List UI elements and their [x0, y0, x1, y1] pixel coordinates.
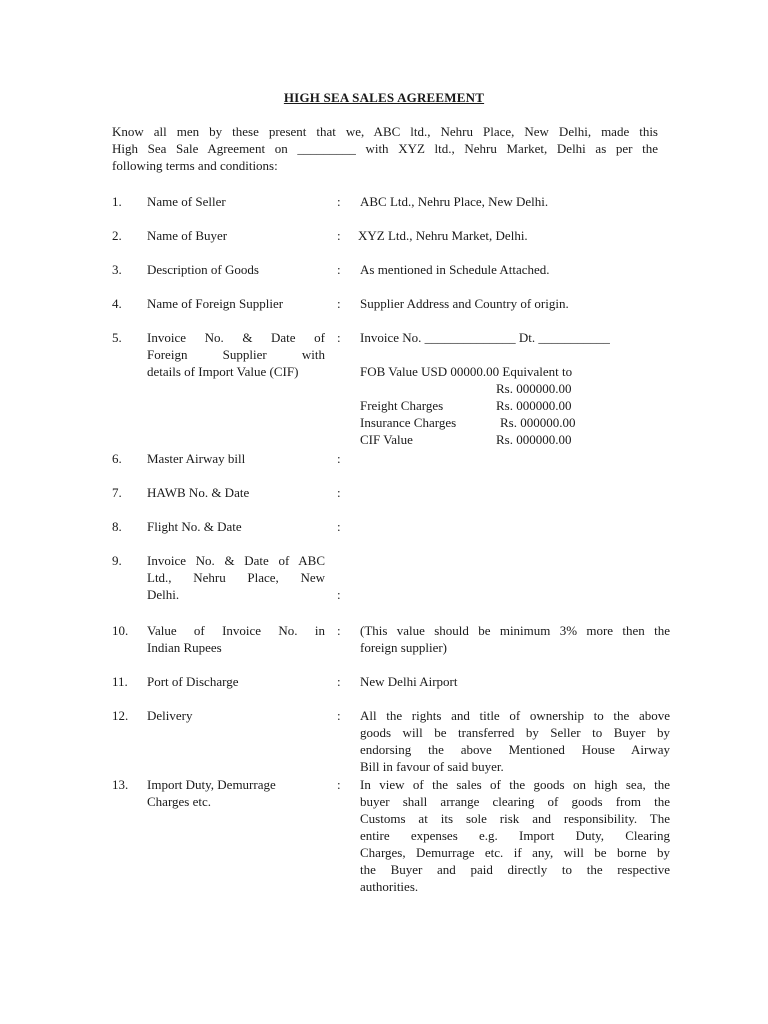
clause-number: 1. — [112, 194, 122, 209]
charge-amount: Rs. 000000.00 — [496, 432, 572, 447]
clause-value: New Delhi Airport — [360, 674, 458, 689]
clause-number: 4. — [112, 296, 122, 311]
charge-amount: Rs. 000000.00 — [496, 398, 572, 413]
clause-value-line: Charges, Demurrage etc. if any, will be borne by — [360, 845, 670, 860]
clause-label: Master Airway bill — [147, 451, 246, 466]
colon-separator: : — [337, 451, 341, 466]
colon-separator: : — [337, 296, 341, 311]
clause-label: Name of Seller — [147, 194, 226, 209]
clause-label: Name of Foreign Supplier — [147, 296, 284, 311]
clause-value: ABC Ltd., Nehru Place, New Delhi. — [360, 194, 549, 209]
clause-label-line: Invoice No. & Date of ABC — [147, 553, 325, 568]
invoice-line: Invoice No. ______________ Dt. ___________ — [360, 330, 610, 345]
clause-value — [360, 776, 670, 895]
colon-separator: : — [337, 262, 341, 277]
clause-number: 12. — [112, 708, 129, 723]
clause-value-line: Bill in favour of said buyer. — [360, 759, 504, 774]
document-title: HIGH SEA SALES AGREEMENT — [283, 90, 485, 105]
colon-separator: : — [337, 228, 341, 243]
clause-label — [147, 776, 325, 810]
charge-amount: Rs. 000000.00 — [500, 415, 576, 430]
charge-name: CIF Value — [360, 432, 413, 447]
clause-value-line: buyer shall arrange clearing of goods from the — [360, 794, 670, 809]
colon-separator: : — [337, 194, 341, 209]
clause-label: Delivery — [147, 708, 193, 723]
clause-label: Port of Discharge — [147, 674, 239, 689]
colon-separator: : — [337, 674, 341, 689]
fob-rupee-amount: Rs. 000000.00 — [496, 381, 572, 396]
clause-value-line: (This value should be minimum 3% more then the — [360, 623, 670, 638]
clause-value — [360, 329, 670, 448]
intro-line: High Sea Sale Agreement on _________ with XYZ ltd., Nehru Market, Delhi as per the — [112, 141, 658, 156]
clause-value-line: goods will be transferred by Seller to Buyer by — [360, 725, 670, 740]
clause-label — [147, 622, 325, 656]
charge-row — [360, 397, 670, 414]
intro-paragraph — [112, 123, 658, 174]
clause-label-line: Delhi. — [147, 587, 180, 602]
colon-separator: : — [337, 708, 341, 723]
clause-number: 6. — [112, 451, 122, 466]
clause-number: 10. — [112, 623, 129, 638]
clause-value-line: foreign supplier) — [360, 640, 448, 655]
clause-label: HAWB No. & Date — [147, 485, 250, 500]
clause-value-line: authorities. — [360, 879, 419, 894]
clause-value-line: entire expenses e.g. Import Duty, Clearing — [360, 828, 670, 843]
colon-separator: : — [337, 519, 341, 534]
clause-label: Description of Goods — [147, 262, 259, 277]
clause-label-line: Value of Invoice No. in — [147, 623, 325, 638]
charge-name: Insurance Charges — [360, 415, 457, 430]
clause-value: As mentioned in Schedule Attached. — [360, 262, 550, 277]
colon-separator: : — [337, 587, 341, 602]
charge-row — [360, 431, 670, 448]
clause-number: 11. — [112, 674, 128, 689]
clause-value-line: All the rights and title of ownership to the above — [360, 708, 670, 723]
clause-value: Supplier Address and Country of origin. — [360, 296, 569, 311]
fob-value-line: FOB Value USD 00000.00 Equivalent to — [360, 364, 573, 379]
clause-number: 13. — [112, 777, 129, 792]
clause-number: 8. — [112, 519, 122, 534]
charge-row — [360, 414, 670, 431]
clause-label-line: details of Import Value (CIF) — [147, 364, 299, 379]
clause-value-line: endorsing the above Mentioned House Airway — [360, 742, 670, 757]
clause-number: 9. — [112, 553, 122, 568]
clause-number: 7. — [112, 485, 122, 500]
colon-separator: : — [337, 485, 341, 500]
intro-line: Know all men by these present that we, ABC ltd., Nehru Place, New Delhi, made this — [112, 124, 658, 139]
clause-value: XYZ Ltd., Nehru Market, Delhi. — [358, 228, 528, 243]
clause-value-line: Customs at its sole risk and responsibility. The — [360, 811, 670, 826]
charge-name: Freight Charges — [360, 398, 444, 413]
colon-separator: : — [337, 623, 341, 638]
clause-value — [360, 707, 670, 775]
colon-separator: : — [337, 330, 341, 345]
clause-label-line: Invoice No. & Date of — [147, 330, 325, 345]
clause-number: 3. — [112, 262, 122, 277]
clause-label — [147, 552, 325, 603]
clause-label-line: Indian Rupees — [147, 640, 222, 655]
clause-label: Flight No. & Date — [147, 519, 242, 534]
clause-number: 5. — [112, 330, 122, 345]
clause-value-line: the Buyer and paid directly to the respective — [360, 862, 670, 877]
colon-separator: : — [337, 777, 341, 792]
clause-label — [147, 329, 325, 380]
clause-label: Name of Buyer — [147, 228, 228, 243]
clause-value — [360, 622, 670, 656]
clause-value-line: In view of the sales of the goods on high sea, the — [360, 777, 670, 792]
clause-label-line: Foreign Supplier with — [147, 347, 325, 362]
clause-label-line: Charges etc. — [147, 794, 212, 809]
clause-number: 2. — [112, 228, 122, 243]
intro-line: following terms and conditions: — [112, 158, 278, 173]
clause-label-line: Import Duty, Demurrage — [147, 777, 276, 792]
clause-label-line: Ltd., Nehru Place, New — [147, 570, 325, 585]
